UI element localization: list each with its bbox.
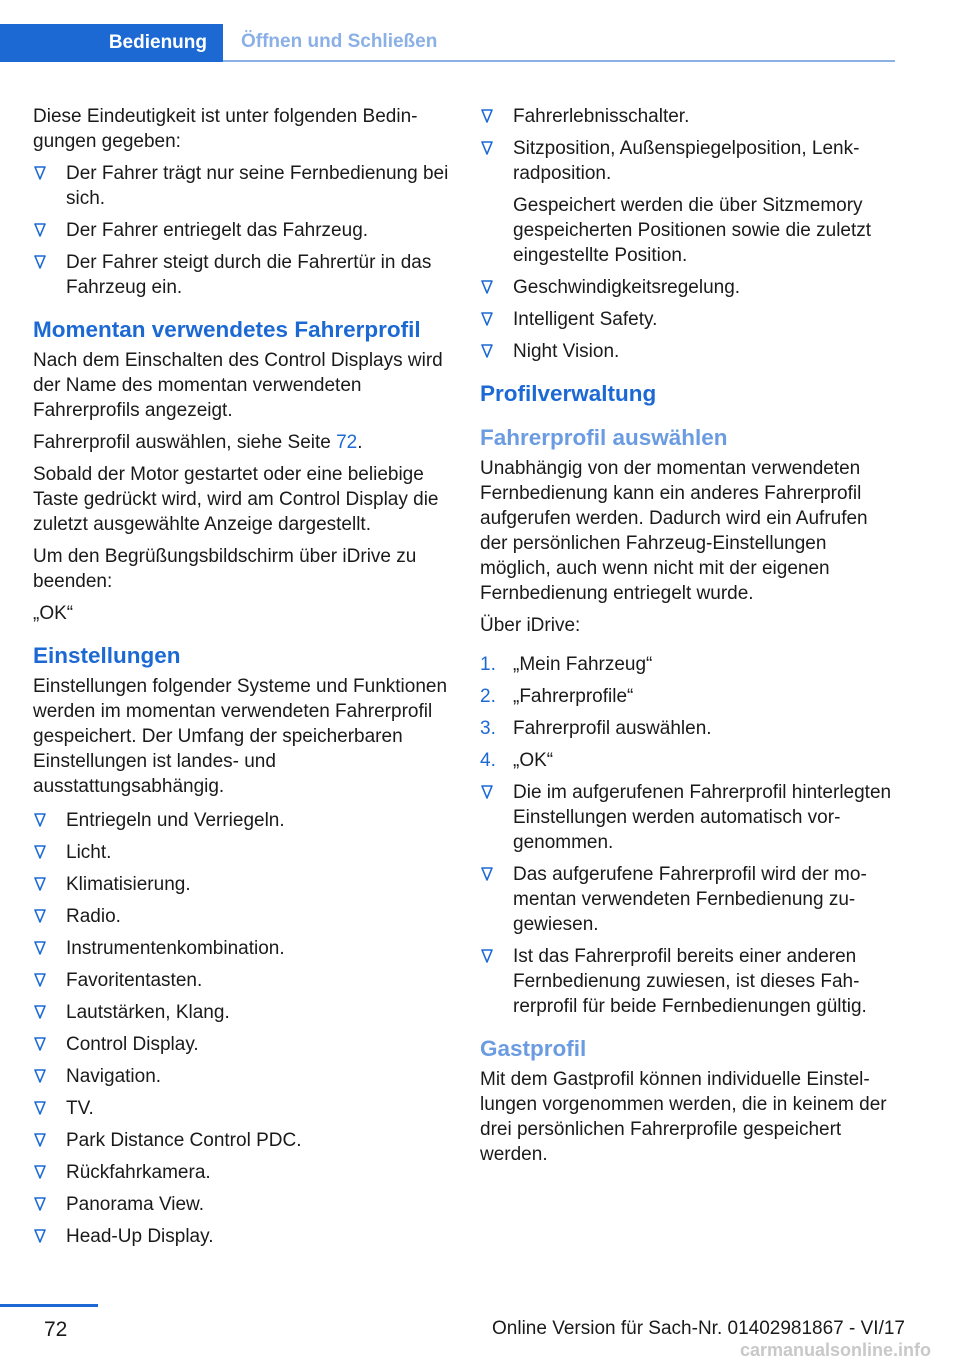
triangle-bullet-icon <box>480 107 494 125</box>
paragraph-page-reference: Fahrerprofil auswählen, siehe Seite 72. <box>33 432 363 453</box>
step-number: 4. <box>480 750 496 771</box>
triangle-bullet-icon <box>33 1131 47 1149</box>
step-number: 3. <box>480 718 496 739</box>
list-item: Entriegeln und Verriegeln. <box>33 808 453 833</box>
triangle-bullet-icon <box>33 253 47 271</box>
triangle-bullet-icon <box>33 1227 47 1245</box>
list-item: Geschwindigkeitsregelung. <box>480 275 900 300</box>
online-version-note: Online Version für Sach-Nr. 01402981867 - VI/17 <box>492 1318 905 1339</box>
right-column <box>480 104 900 1174</box>
list-item: Licht. <box>33 840 453 865</box>
triangle-bullet-icon <box>33 1099 47 1117</box>
triangle-bullet-icon <box>33 1067 47 1085</box>
step-item: 2. „Fahrerprofile“ <box>480 686 634 707</box>
watermark: carmanualsonline.info <box>740 1340 932 1360</box>
triangle-bullet-icon <box>480 865 494 883</box>
left-column <box>33 104 453 1256</box>
triangle-bullet-icon <box>480 783 494 801</box>
conditions-list <box>33 161 453 300</box>
triangle-bullet-icon <box>33 875 47 893</box>
steps-list <box>480 652 900 773</box>
step-number: 1. <box>480 654 496 675</box>
intro-paragraph: Diese Eindeutigkeit ist unter folgenden Bedingungen gegeben: <box>33 106 418 152</box>
paragraph: Um den Begrüßungsbildschirm über iDrive zu beenden: <box>33 546 417 592</box>
paragraph: Einstellungen folgender Systeme und Funktionen werden im momentan verwendeten Fahrerprofil gespeichert. Der Umfang der speicherbaren Einstellungen ist landes- und ausstattungsabhängig. <box>33 676 448 797</box>
page-header <box>0 24 895 62</box>
triangle-bullet-icon <box>33 1195 47 1213</box>
list-item: Park Distance Control PDC. <box>33 1128 453 1153</box>
systems-list <box>33 808 453 1249</box>
triangle-bullet-icon <box>480 310 494 328</box>
chapter-tab: Bedienung <box>0 24 223 62</box>
heading-momentan: Momentan verwendetes Fahrerprofil <box>33 317 421 342</box>
heading-profilverwaltung: Profilverwaltung <box>480 381 657 406</box>
triangle-bullet-icon <box>480 947 494 965</box>
list-item: Intelligent Safety. <box>480 307 900 332</box>
triangle-bullet-icon <box>33 221 47 239</box>
list-item: Favoritentasten. <box>33 968 453 993</box>
header-rule <box>223 60 895 62</box>
list-item: Sitzposition, Außenspiegelposition, Lenkradposition. Gespeichert werden die über Sitzmemory gespeicherten Positionen sowie die zuletzt eingestellte Position. <box>480 136 900 268</box>
paragraph: Über iDrive: <box>480 615 581 636</box>
list-item: Radio. <box>33 904 453 929</box>
triangle-bullet-icon <box>33 971 47 989</box>
paragraph: Unabhängig von der momentan verwendeten Fernbedienung kann ein anderes Fahrerprofil aufgerufen werden. Dadurch wird ein Aufrufen der persönlichen Fahrzeug-Einstellungen möglich, auch wenn nicht mit der eigenen Fernbedienung entriegelt wurde. <box>480 458 868 604</box>
list-item: Der Fahrer entriegelt das Fahrzeug. <box>33 218 453 243</box>
list-item-note: Gespeichert werden die über Sitzmemory gespeicherten Positionen sowie die zuletzt eingestellte Position. <box>513 195 872 266</box>
list-item: TV. <box>33 1096 453 1121</box>
list-item: Rückfahrkamera. <box>33 1160 453 1185</box>
list-item: Lautstärken, Klang. <box>33 1000 453 1025</box>
step-item: 4. „OK“ <box>480 750 554 771</box>
triangle-bullet-icon <box>33 1163 47 1181</box>
section-tab: Öffnen und Schließen <box>241 31 438 52</box>
list-item: Instrumentenkombination. <box>33 936 453 961</box>
list-item: Klimatisierung. <box>33 872 453 897</box>
triangle-bullet-icon <box>33 1035 47 1053</box>
list-item: Navigation. <box>33 1064 453 1089</box>
triangle-bullet-icon <box>480 278 494 296</box>
page-link[interactable]: 72 <box>336 432 358 453</box>
paragraph: „OK“ <box>33 603 74 624</box>
paragraph: Sobald der Motor gestartet oder eine beliebige Taste gedrückt wird, wird am Control Display die zuletzt ausgewählte Anzeige dargestellt. <box>33 464 439 535</box>
list-item: Head-Up Display. <box>33 1224 453 1249</box>
triangle-bullet-icon <box>480 139 494 157</box>
list-item: Control Display. <box>33 1032 453 1057</box>
paragraph: Nach dem Einschalten des Control Displays wird der Name des momentan verwendeten Fahrerprofils angezeigt. <box>33 350 443 421</box>
paragraph: Mit dem Gastprofil können individuelle Einstellungen vorgenommen werden, die in keinem der drei persönlichen Fahrerprofile gespeichert werden. <box>480 1069 887 1165</box>
list-item: Das aufgerufene Fahrerprofil wird der momentan verwendeten Fernbedienung zugewiesen. <box>480 862 900 937</box>
triangle-bullet-icon <box>33 939 47 957</box>
triangle-bullet-icon <box>33 907 47 925</box>
settings-list-continued <box>480 104 900 364</box>
step-item: 3. Fahrerprofil auswählen. <box>480 718 712 739</box>
triangle-bullet-icon <box>33 843 47 861</box>
list-item: Die im aufgerufenen Fahrerprofil hinterlegten Einstellungen werden automatisch vorgenommen. <box>480 780 900 855</box>
step-number: 2. <box>480 686 496 707</box>
heading-fahrerprofil-auswaehlen: Fahrerprofil auswählen <box>480 425 728 450</box>
page-number: 72 <box>44 1318 68 1341</box>
triangle-bullet-icon <box>33 1003 47 1021</box>
list-item: Fahrerlebnisschalter. <box>480 104 900 129</box>
triangle-bullet-icon <box>33 164 47 182</box>
footer-rule <box>0 1304 98 1307</box>
list-item: Night Vision. <box>480 339 900 364</box>
list-item: Der Fahrer trägt nur seine Fernbedienung bei sich. <box>33 161 453 211</box>
notes-list <box>480 780 900 1019</box>
heading-gastprofil: Gastprofil <box>480 1036 587 1061</box>
triangle-bullet-icon <box>480 342 494 360</box>
list-item: Der Fahrer steigt durch die Fahrertür in das Fahrzeug ein. <box>33 250 453 300</box>
heading-einstellungen: Einstellungen <box>33 643 181 668</box>
list-item: Panorama View. <box>33 1192 453 1217</box>
step-item: 1. „Mein Fahrzeug“ <box>480 654 653 675</box>
triangle-bullet-icon <box>33 811 47 829</box>
list-item: Ist das Fahrerprofil bereits einer anderen Fernbedienung zuwiesen, ist dieses Fahrerprofil für beide Fernbedienungen gültig. <box>480 944 900 1019</box>
